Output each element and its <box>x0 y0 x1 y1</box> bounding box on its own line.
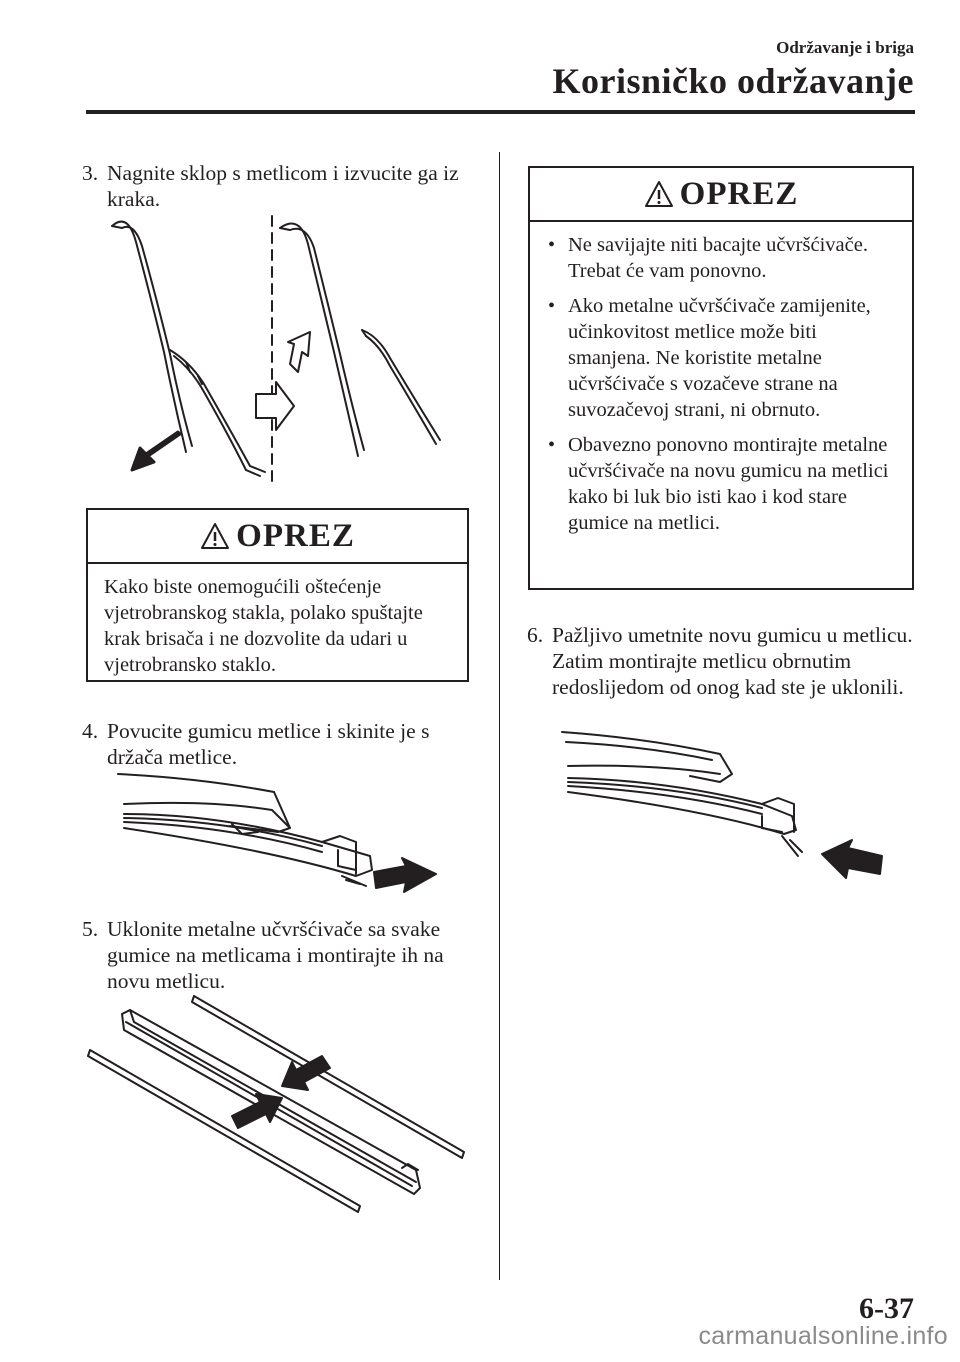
caution-box-2 <box>528 166 914 590</box>
step-number: 3. <box>82 161 99 185</box>
caution-bullet: • Ne savijajte niti bacajte učvršćivače. Trebat će vam ponovno. <box>546 232 898 284</box>
rubber-insert-illustration <box>556 726 896 886</box>
step-number: 4. <box>82 719 99 743</box>
section-title: Održavanje i briga <box>776 38 914 57</box>
step-text: Pažljivo umetnite novu gumicu u metlicu. Zatim montirajte metlicu obrnutim redoslijedom od onog kad ste je uklonili. <box>552 623 913 699</box>
caution-bullet: • Ako metalne učvršćivače zamijenite, učinkovitost metlice može biti smanjena. Ne koristite metalne učvršćivače s vozačeve strane na suvozačevoj strani, ni obrnuto. <box>546 293 898 423</box>
caution-bullet-list <box>546 232 898 536</box>
rubber-pull-illustration <box>110 770 450 900</box>
step-6 <box>527 622 917 700</box>
caution-title: OPREZ <box>236 517 355 554</box>
step-text: Povucite gumicu metlice i skinite je s držača metlice. <box>107 719 430 769</box>
caution-header <box>88 510 467 564</box>
caution-title: OPREZ <box>679 175 799 212</box>
caution-bullet: • Obavezno ponovno montirajte metalne učvršćivače na novu gumicu na metlici kako bi luk bio isti kao i kod stare gumice na metlici. <box>546 432 898 536</box>
chapter-title: Korisničko održavanje <box>552 61 914 101</box>
header-rule <box>86 110 915 114</box>
wiper-removal-illustration <box>100 212 480 492</box>
step-4 <box>82 718 482 770</box>
step-number: 6. <box>527 623 544 647</box>
warning-triangle-icon <box>200 522 230 550</box>
step-text: Nagnite sklop s metlicom i izvucite ga iz kraka. <box>107 161 459 211</box>
caution-text: Kako biste onemogućili oštećenje vjetrobranskog stakla, polako spuštajte krak brisača i ne dozvolite da udari u vjetrobransko staklo. <box>104 576 423 676</box>
page-number: 6-37 <box>859 1292 914 1325</box>
caution-header <box>530 168 912 222</box>
step-number: 5. <box>82 917 99 941</box>
step-text: Uklonite metalne učvršćivače sa svake gumice na metlicama i montirajte ih na novu metlicu. <box>107 917 444 993</box>
watermark: carmanualsonline.info <box>698 1322 948 1350</box>
column-divider <box>499 152 500 1280</box>
step-3 <box>82 160 482 212</box>
caution-box-1 <box>86 508 469 682</box>
warning-triangle-icon <box>644 180 674 208</box>
step-5 <box>82 916 482 994</box>
caution-content <box>530 222 912 546</box>
metal-retainer-illustration <box>86 992 472 1216</box>
